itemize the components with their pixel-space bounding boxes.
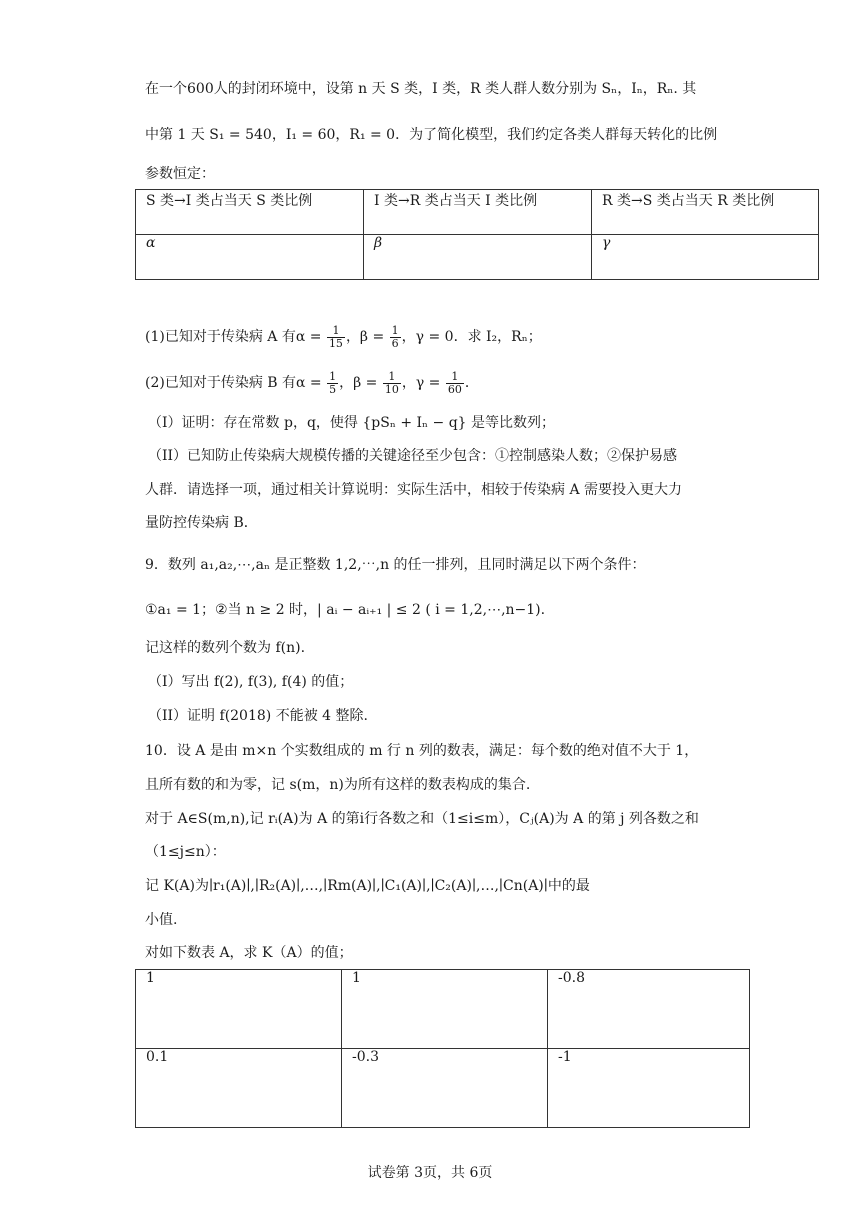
q9-line-1: 9．数列 a₁,a₂,⋯,aₙ 是正整数 1,2,⋯,n 的任一排列，且同时满足以下两个条件：: [145, 557, 646, 573]
table-header-cell: R 类→S 类占当天 R 类比例: [592, 190, 819, 235]
q10-line-4: （1≤j≤n）：: [145, 844, 226, 860]
fraction-denominator: 60: [447, 382, 462, 396]
q10-line-3: 对于 A∈S(m,n),记 rᵢ(A)为 A 的第i行各数之和（1≤i≤m），Cⱼ(A)为 A 的第 j 列各数之和: [145, 811, 699, 827]
table-cell: -1: [548, 1049, 750, 1128]
table-header-cell: I 类→R 类占当天 I 类比例: [364, 190, 592, 235]
q9-part2: （II）证明 f(2018) 不能被 4 整除.: [148, 708, 368, 724]
page-footer: 试卷第 3页，共 6页: [367, 1165, 493, 1181]
table-cell: 1: [342, 970, 548, 1049]
table-row: [136, 235, 819, 280]
fraction-numerator: 1: [391, 323, 399, 337]
q9-line-3: 记这样的数列个数为 f(n).: [145, 640, 306, 656]
q8-part2-beta: ，β =: [339, 375, 382, 391]
table-cell: -0.8: [548, 970, 750, 1049]
fraction-denominator: 15: [328, 336, 343, 350]
q10-line-7: 对如下数表 A，求 K（A）的值；: [145, 945, 353, 961]
q8-intro-line-1: 在一个600人的封闭环境中，设第 n 天 S 类，I 类，R 类人群人数分别为 Sₙ，Iₙ，Rₙ. 其: [145, 81, 697, 97]
table-header-cell: S 类→I 类占当天 S 类比例: [136, 190, 364, 235]
q8-part1-beta: ，β =: [345, 329, 389, 345]
table-cell: -0.3: [342, 1049, 548, 1128]
table-cell: β: [364, 235, 592, 280]
q10-line-5: 记 K(A)为∣r₁(A)∣,∣R₂(A)∣,…,∣Rm(A)∣,∣C₁(A)∣,∣C₂(A)∣,…,∣Cn(A)∣中的最: [145, 878, 590, 894]
table-row: [136, 1049, 750, 1128]
q8-part1-rest: ，γ = 0．求 I₂，Rₙ；: [401, 329, 542, 345]
q8-part2-alpha: α =: [296, 375, 327, 391]
fraction: [383, 371, 401, 396]
table-cell: 1: [136, 970, 342, 1049]
fraction: [446, 371, 464, 396]
fraction-numerator: 1: [446, 371, 464, 384]
q8-part2-text: (2)已知对于传染病 B 有: [145, 375, 297, 391]
q10-line-1: 10．设 A 是由 m×n 个实数组成的 m 行 n 列的数表，满足：每个数的绝对值不大于 1，: [145, 743, 699, 759]
q8-part1-text: (1)已知对于传染病 A 有: [145, 329, 296, 345]
q8-intro-line-2: 中第 1 天 S₁ = 540，I₁ = 60，R₁ = 0．为了简化模型，我们约定各类人群每天转化的比例: [145, 127, 718, 143]
q9-line-2: ①a₁ = 1；②当 n ≥ 2 时，| aᵢ − aᵢ₊₁ | ≤ 2 ( i = 1,2,⋯,n−1).: [145, 602, 546, 618]
table-header-row: [136, 190, 819, 235]
q8-part2-gamma: ，γ =: [401, 375, 445, 391]
q10-number-table: [135, 969, 750, 1128]
q8-sub2-line-2: 人群．请选择一项，通过相关计算说明：实际生活中，相较于传染病 A 需要投入更大力: [145, 482, 683, 498]
table-cell: α: [136, 235, 364, 280]
q10-line-6: 小值.: [145, 912, 178, 928]
q8-sub2-line-3: 量防控传染病 B．: [145, 515, 258, 531]
fraction-denominator: 6: [391, 336, 399, 350]
q8-sub1: （I）证明：存在常数 p，q，使得 {pSₙ + Iₙ − q} 是等比数列；: [148, 415, 556, 431]
q8-part2: [145, 370, 479, 396]
fraction-numerator: 1: [327, 325, 345, 338]
q8-parameter-table: [135, 189, 819, 280]
q8-part1: [145, 324, 542, 350]
fraction-numerator: 1: [383, 371, 401, 384]
q9-part1: （I）写出 f(2), f(3), f(4) 的值；: [148, 674, 354, 690]
q8-part2-end: ．: [464, 375, 479, 391]
fraction: [327, 325, 345, 350]
fraction-numerator: 1: [329, 369, 337, 383]
fraction-denominator: 5: [329, 382, 337, 396]
fraction-denominator: 10: [384, 382, 399, 396]
q8-intro-line-3: 参数恒定：: [145, 166, 215, 182]
table-cell: γ: [592, 235, 819, 280]
q10-line-2: 且所有数的和为零，记 s(m，n)为所有这样的数表构成的集合.: [145, 777, 531, 793]
fraction: [390, 325, 401, 350]
q8-sub2-line-1: （II）已知防止传染病大规模传播的关键途径至少包含：①控制感染人数；②保护易感: [148, 448, 678, 464]
q8-part1-alpha: α =: [295, 329, 326, 345]
table-row: [136, 970, 750, 1049]
fraction: [327, 371, 338, 396]
table-cell: 0.1: [136, 1049, 342, 1128]
